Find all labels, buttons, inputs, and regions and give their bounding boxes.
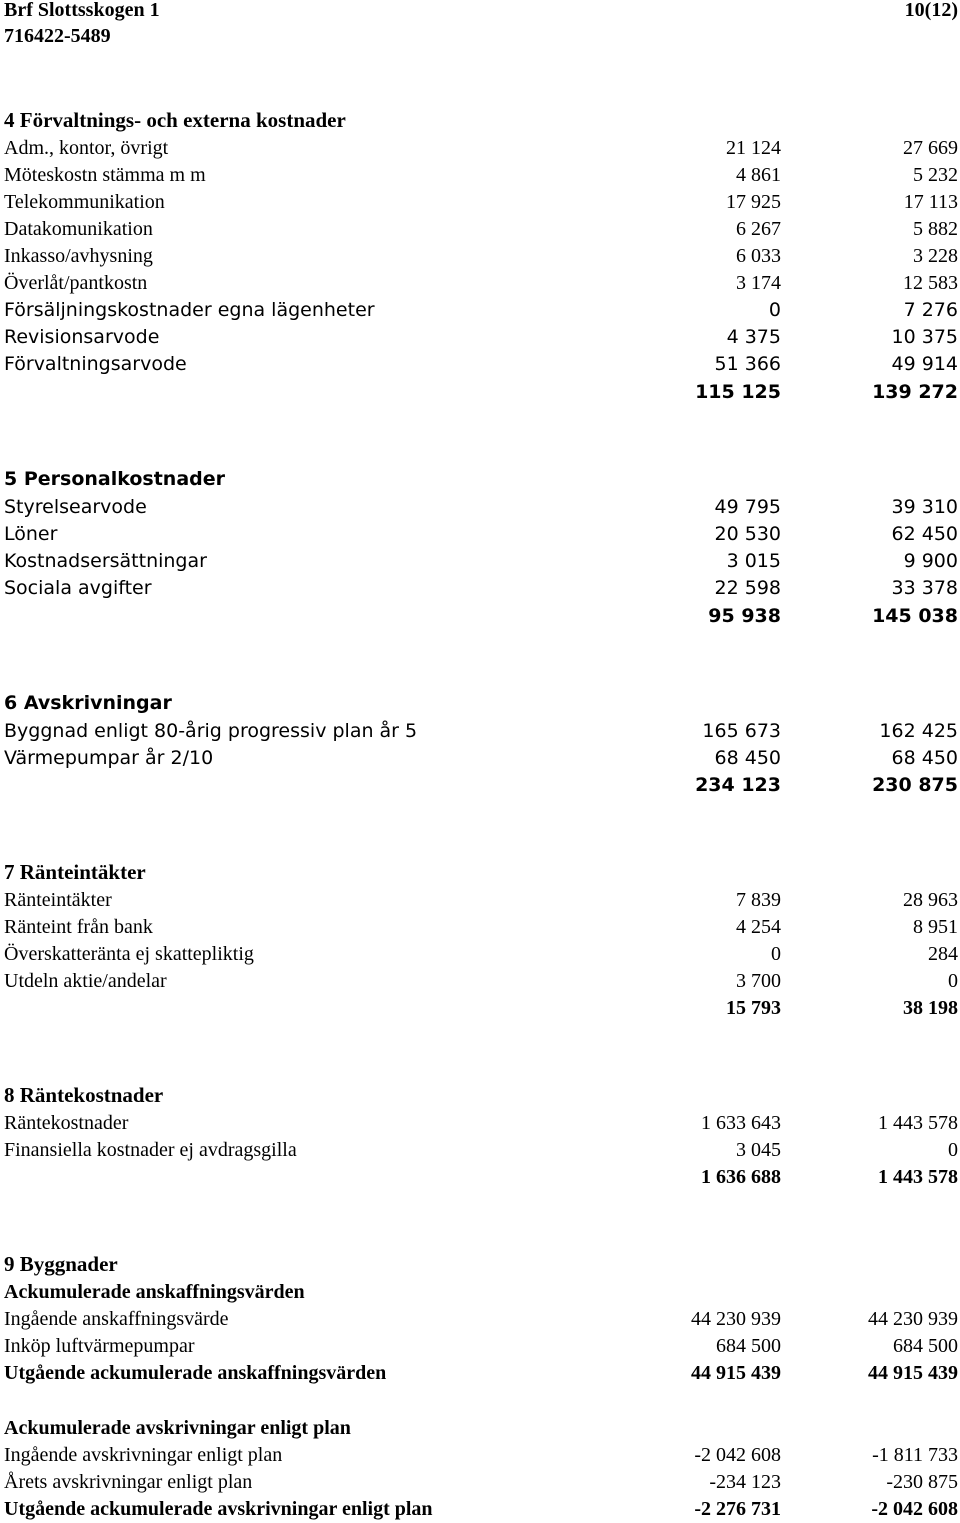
table-row: Möteskostn stämma m m 4 861 5 232 (4, 164, 958, 186)
table-row: Ingående avskrivningar enligt plan -2 042 608 -1 811 733 (4, 1444, 958, 1466)
section-title: 9 Byggnader (4, 1252, 118, 1276)
table-row: Värmepumpar år 2/10 68 450 68 450 (4, 747, 958, 769)
table-row: Kostnadsersättningar 3 015 9 900 (4, 550, 958, 572)
table-row: Telekommunikation 17 925 17 113 (4, 191, 958, 213)
section-title: 6 Avskrivningar (4, 692, 172, 714)
total-row: 1 636 688 1 443 578 (701, 1166, 958, 1188)
table-row: Ingående anskaffningsvärde 44 230 939 44 230 939 (4, 1308, 958, 1330)
header-org-row (0, 23, 960, 50)
company-name: Brf Slottsskogen 1 (4, 0, 160, 21)
table-row: Förvaltningsarvode 51 366 49 914 (4, 353, 958, 375)
section-title: 4 Förvaltnings- och externa kostnader (4, 108, 346, 132)
table-row: Räntekostnader 1 633 643 1 443 578 (4, 1112, 958, 1134)
total-row: 234 123 230 875 (695, 774, 958, 796)
table-row: Överlåt/pantkostn 3 174 12 583 (4, 272, 958, 294)
table-row: Byggnad enligt 80-årig progressiv plan år 5 165 673 162 425 (4, 720, 958, 742)
table-row: Överskatteränta ej skattepliktig 0 284 (4, 943, 958, 965)
table-row: Sociala avgifter 22 598 33 378 (4, 577, 958, 599)
section-title: 5 Personalkostnader (4, 468, 226, 490)
table-row: Försäljningskostnader egna lägenheter 0 7 276 (4, 299, 958, 321)
table-row: Adm., kontor, övrigt 21 124 27 669 (4, 137, 958, 159)
total-row: 15 793 38 198 (726, 997, 958, 1019)
table-row: Styrelsearvode 49 795 39 310 (4, 496, 958, 518)
table-row: Utdeln aktie/andelar 3 700 0 (4, 970, 958, 992)
group-title: Ackumulerade avskrivningar enligt plan (4, 1417, 351, 1439)
org-number: 716422-5489 (4, 25, 111, 47)
table-row: Ränteint från bank 4 254 8 951 (4, 916, 958, 938)
table-row: Löner 20 530 62 450 (4, 523, 958, 545)
group-title: Ackumulerade anskaffningsvärden (4, 1281, 305, 1303)
table-row: Ränteintäkter 7 839 28 963 (4, 889, 958, 911)
section-title: 7 Ränteintäkter (4, 860, 146, 884)
table-row: Datakomunikation 6 267 5 882 (4, 218, 958, 240)
total-row: 115 125 139 272 (695, 381, 958, 403)
page-number: 10(12) (904, 0, 958, 21)
header-company-row (0, 0, 960, 24)
table-row: Revisionsarvode 4 375 10 375 (4, 326, 958, 348)
table-row: Årets avskrivningar enligt plan -234 123 -230 875 (4, 1471, 958, 1493)
table-row: Inköp luftvärmepumpar 684 500 684 500 (4, 1335, 958, 1357)
section-title: 8 Räntekostnader (4, 1083, 164, 1107)
table-row: Finansiella kostnader ej avdragsgilla 3 045 0 (4, 1139, 958, 1161)
table-row: Inkasso/avhysning 6 033 3 228 (4, 245, 958, 267)
total-row: 95 938 145 038 (708, 605, 958, 627)
total-row: Utgående ackumulerade anskaffningsvärden 44 915 439 44 915 439 (4, 1362, 958, 1384)
total-row: Utgående ackumulerade avskrivningar enligt plan -2 276 731 -2 042 608 (4, 1498, 958, 1520)
